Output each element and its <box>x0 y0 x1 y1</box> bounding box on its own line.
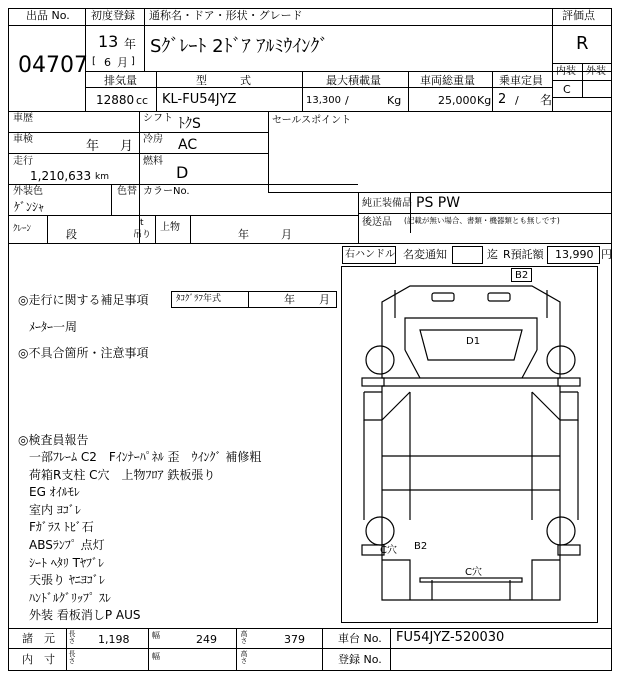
inspection-year-unit: 年 <box>86 139 100 154</box>
displacement-value: 12880 <box>96 93 135 107</box>
crane-stage: 段 <box>66 228 77 241</box>
damage-mark: C穴 <box>465 567 482 578</box>
sales-point-label: セールスポイント <box>272 115 352 126</box>
aftermarket-label: 後送品 <box>362 217 392 228</box>
lot-number: 04707 <box>18 53 88 78</box>
handle-label: 右ハンドル <box>345 249 395 260</box>
inspector-line: 室内 ﾖｺﾞﾚ <box>29 502 81 517</box>
first-reg-label: 初度登録 <box>91 9 135 22</box>
capacity-label: 乗車定員 <box>499 74 543 87</box>
crane-label: ｸﾚｰﾝ <box>13 224 32 234</box>
registration-label: 登録 No. <box>338 653 382 666</box>
first-reg-month-bracket-open: [ <box>92 56 96 67</box>
capacity-sep: / <box>515 94 519 107</box>
first-reg-year: 13 <box>98 32 119 51</box>
inspector-line: Fｶﾞﾗｽ ﾄﾋﾞ石 <box>29 520 94 535</box>
name-change-label: 名変通知 <box>403 248 447 261</box>
shift-label: シフト <box>143 113 173 124</box>
grade-value: R <box>576 33 589 54</box>
mileage-unit: km <box>95 172 109 182</box>
inspection-label: 車検 <box>13 134 33 145</box>
tachograph-month-unit: 月 <box>319 293 330 306</box>
first-reg-month: 6 <box>104 56 111 69</box>
chassis-label: 車台 No. <box>338 632 382 645</box>
displacement-label: 排気量 <box>104 74 137 87</box>
tachograph-label: ﾀｺｸﾞﾗﾌ年式 <box>176 294 222 304</box>
first-reg-month-bracket-close: ] <box>131 56 135 67</box>
body-label: 上物 <box>160 222 180 233</box>
dims-label: 諸 元 <box>22 632 55 645</box>
ac-value: AC <box>178 137 198 153</box>
recycle-unit: 円 <box>601 248 612 261</box>
damage-mark: B2 <box>515 270 529 281</box>
color-code-label: カラーNo. <box>143 186 190 197</box>
tax-label: 迄 <box>487 248 498 261</box>
recycle-label: R預託額 <box>503 248 544 261</box>
exterior-label: 外装 <box>586 66 606 77</box>
inspection-month-unit: 月 <box>120 139 134 154</box>
ac-label: 冷房 <box>143 134 163 145</box>
interior-label: 内装 <box>556 66 576 77</box>
crane-lift: 吊り <box>133 230 152 240</box>
inspector-line: 外装 看板消しP AUS <box>29 608 141 623</box>
interior-grade: C <box>563 83 571 96</box>
vehicle-name-label: 通称名・ドア・形状・グレード <box>149 9 303 22</box>
damage-mark: B2 <box>414 541 428 552</box>
body-month-unit: 月 <box>281 228 292 241</box>
in-length-label: 長さ <box>68 650 76 664</box>
max-load-value: 13,300 <box>306 95 341 106</box>
shift-value: ﾄｸS <box>178 116 201 132</box>
tachograph-year-unit: 年 <box>284 293 295 306</box>
exterior-color-label: 外装色 <box>13 186 43 197</box>
equipment-value: PS PW <box>416 195 461 211</box>
damage-mark: C穴 <box>380 545 397 556</box>
model-value: KL-FU54JYZ <box>162 92 237 107</box>
crane-ton: t <box>140 218 144 228</box>
capacity-unit: 名 <box>540 93 553 107</box>
damage-mark: D1 <box>466 336 481 347</box>
width-label: 幅 <box>152 631 160 640</box>
exterior-color-value: ｹﾞﾝｼｬ <box>14 200 45 214</box>
inspector-line: ﾊﾝﾄﾞﾙｸﾞﾘｯﾌﾟ ｽﾚ <box>29 590 111 605</box>
max-load-label: 最大積載量 <box>326 74 381 87</box>
in-width-label: 幅 <box>152 652 160 661</box>
gross-weight-unit: Kg <box>477 94 492 107</box>
equipment-label: 純正装備品 <box>362 198 412 209</box>
length-label: 長さ <box>68 630 76 644</box>
body-year-unit: 年 <box>238 228 249 241</box>
gross-weight-value: 25,000 <box>438 94 477 107</box>
mileage-label: 走行 <box>13 156 33 167</box>
recycle-amount: 13,990 <box>555 248 594 261</box>
height-value: 379 <box>284 633 305 646</box>
grade-label: 評価点 <box>562 9 595 22</box>
first-reg-year-unit: 年 <box>124 37 137 51</box>
running-notes-heading: ◎走行に関する補足事項 <box>18 293 149 307</box>
in-height-label: 高さ <box>240 650 248 664</box>
first-reg-month-unit: 月 <box>117 56 128 69</box>
inspector-heading: ◎検査員報告 <box>18 433 89 447</box>
max-load-unit: Kg <box>387 94 402 107</box>
capacity-value: 2 <box>498 92 507 107</box>
model-label: 型 式 <box>196 74 251 87</box>
defects-heading: ◎不具合箇所・注意事項 <box>18 346 149 360</box>
inspector-line: EG ｵｲﾙﾓﾚ <box>29 485 80 500</box>
running-note: ﾒｰﾀｰ一周 <box>29 320 78 334</box>
inspector-line: 一部ﾌﾚｰﾑ C2 Fｲﾝﾅｰﾊﾟﾈﾙ 歪 ｳｲﾝｸﾞ 補修粗 <box>29 450 262 464</box>
mileage-value: 1,210,633 <box>30 169 92 183</box>
inspector-line: ｼｰﾄ ﾍﾀﾘ Tﾔﾌﾞﾚ <box>29 555 104 570</box>
max-load-sep: / <box>345 94 349 107</box>
displacement-unit: cc <box>136 94 149 107</box>
vehicle-name: Sｸﾞﾚｰﾄ 2ﾄﾞｱ ｱﾙﾐｳｲﾝｸﾞ <box>150 36 329 57</box>
chassis-number: FU54JYZ-520030 <box>396 630 505 645</box>
aftermarket-note: (記載が無い場合、書類・機器類とも無しです) <box>404 216 560 225</box>
inspector-line: 天張り ﾔﾆﾖｺﾞﾚ <box>29 573 105 588</box>
color-change-label: 色替 <box>117 186 137 197</box>
fuel-value: D <box>176 163 189 182</box>
gross-weight-label: 車両総重量 <box>420 74 475 87</box>
width-value: 249 <box>196 633 217 646</box>
lot-label: 出品 No. <box>26 9 70 22</box>
inspector-line: ABSﾗﾝﾌﾟ 点灯 <box>29 538 105 552</box>
interior-dims-label: 内 寸 <box>22 653 55 666</box>
inspector-line: 荷箱R支柱 C穴 上物ﾌﾛｱ 鉄板張り <box>29 467 216 482</box>
height-label: 高さ <box>240 630 248 644</box>
length-value: 1,198 <box>98 633 130 646</box>
history-label: 車歴 <box>13 113 33 124</box>
fuel-label: 燃料 <box>143 156 163 167</box>
